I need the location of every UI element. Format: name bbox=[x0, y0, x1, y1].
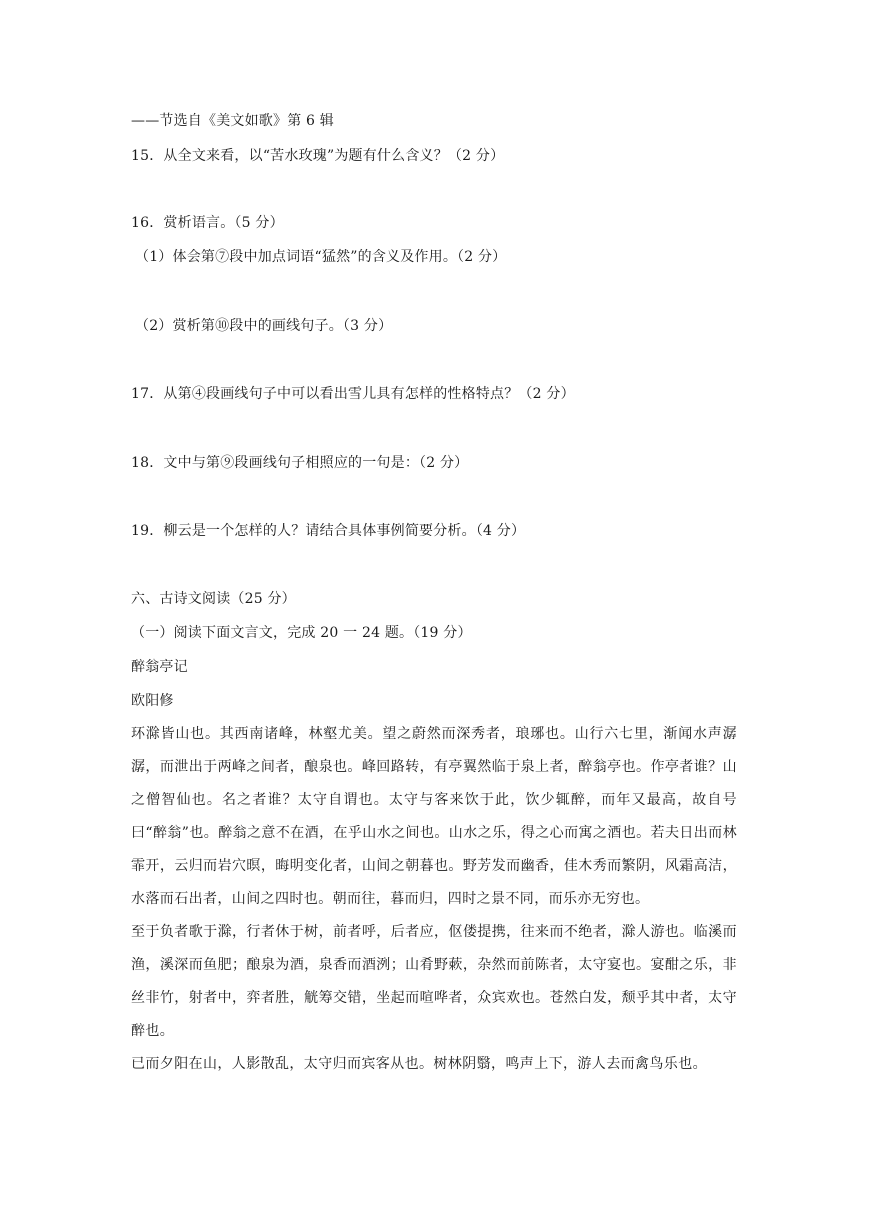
passage-paragraph-2: 至于负者歌于滁，行者休于树，前者呼，后者应，伛偻提携，往来而不绝者，滁人游也。临溪而渔，溪深而鱼肥；酿泉为酒，泉香而酒洌；山肴野蔌，杂然而前陈者，太守宴也。宴酣之乐，非丝非竹，射者中，弈者胜，觥筹交错，坐起而喧哗者，众宾欢也。苍然白发，颓乎其中者，太守醉也。 bbox=[131, 924, 737, 1039]
question-16-part-1: （1）体会第⑦段中加点词语“猛然”的含义及作用。（2 分） bbox=[135, 249, 507, 265]
source-line: ——节选自《美文如歌》第 6 辑 bbox=[131, 113, 335, 129]
question-16-part-2: （2）赏析第⑩段中的画线句子。（3 分） bbox=[135, 318, 393, 334]
passage-paragraph-1: 环滁皆山也。其西南诸峰，林壑尤美。望之蔚然而深秀者，琅琊也。山行六七里，渐闻水声潺潺，而泄出于两峰之间者，酿泉也。峰回路转，有亭翼然临于泉上者，醉翁亭也。作亭者谁？山之僧智仙也。名之者谁？太守自谓也。太守与客来饮于此，饮少辄醉，而年又最高，故自号曰“醉翁”也。醉翁之意不在酒，在乎山水之间也。山水之乐，得之心而寓之酒也。若夫日出而林霏开，云归而岩穴暝，晦明变化者，山间之朝暮也。野芳发而幽香，佳木秀而繁阴，风霜高洁，水落而石出者，山间之四时也。朝而往，暮而归，四时之景不同，而乐亦无穷也。 bbox=[131, 726, 737, 907]
passage-author: 欧阳修 bbox=[131, 693, 174, 709]
question-15: 15．从全文来看，以“苦水玫瑰”为题有什么含义？（2 分） bbox=[131, 148, 505, 164]
passage-paragraph-3: 已而夕阳在山，人影散乱，太守归而宾客从也。树林阴翳，鸣声上下，游人去而禽鸟乐也。 bbox=[131, 1056, 707, 1072]
passage-body bbox=[131, 718, 737, 1081]
question-19: 19．柳云是一个怎样的人？请结合具体事例简要分析。（4 分） bbox=[131, 523, 526, 539]
section-subheading: （一）阅读下面文言文，完成 20 一 24 题。（19 分） bbox=[131, 625, 472, 641]
passage-title: 醉翁亭记 bbox=[131, 659, 188, 675]
question-18: 18．文中与第⑨段画线句子相照应的一句是：（2 分） bbox=[131, 455, 469, 471]
question-16: 16．赏析语言。（5 分） bbox=[131, 215, 284, 231]
question-17: 17．从第④段画线句子中可以看出雪儿具有怎样的性格特点？（2 分） bbox=[131, 386, 575, 402]
section-heading: 六、古诗文阅读（25 分） bbox=[131, 591, 296, 607]
